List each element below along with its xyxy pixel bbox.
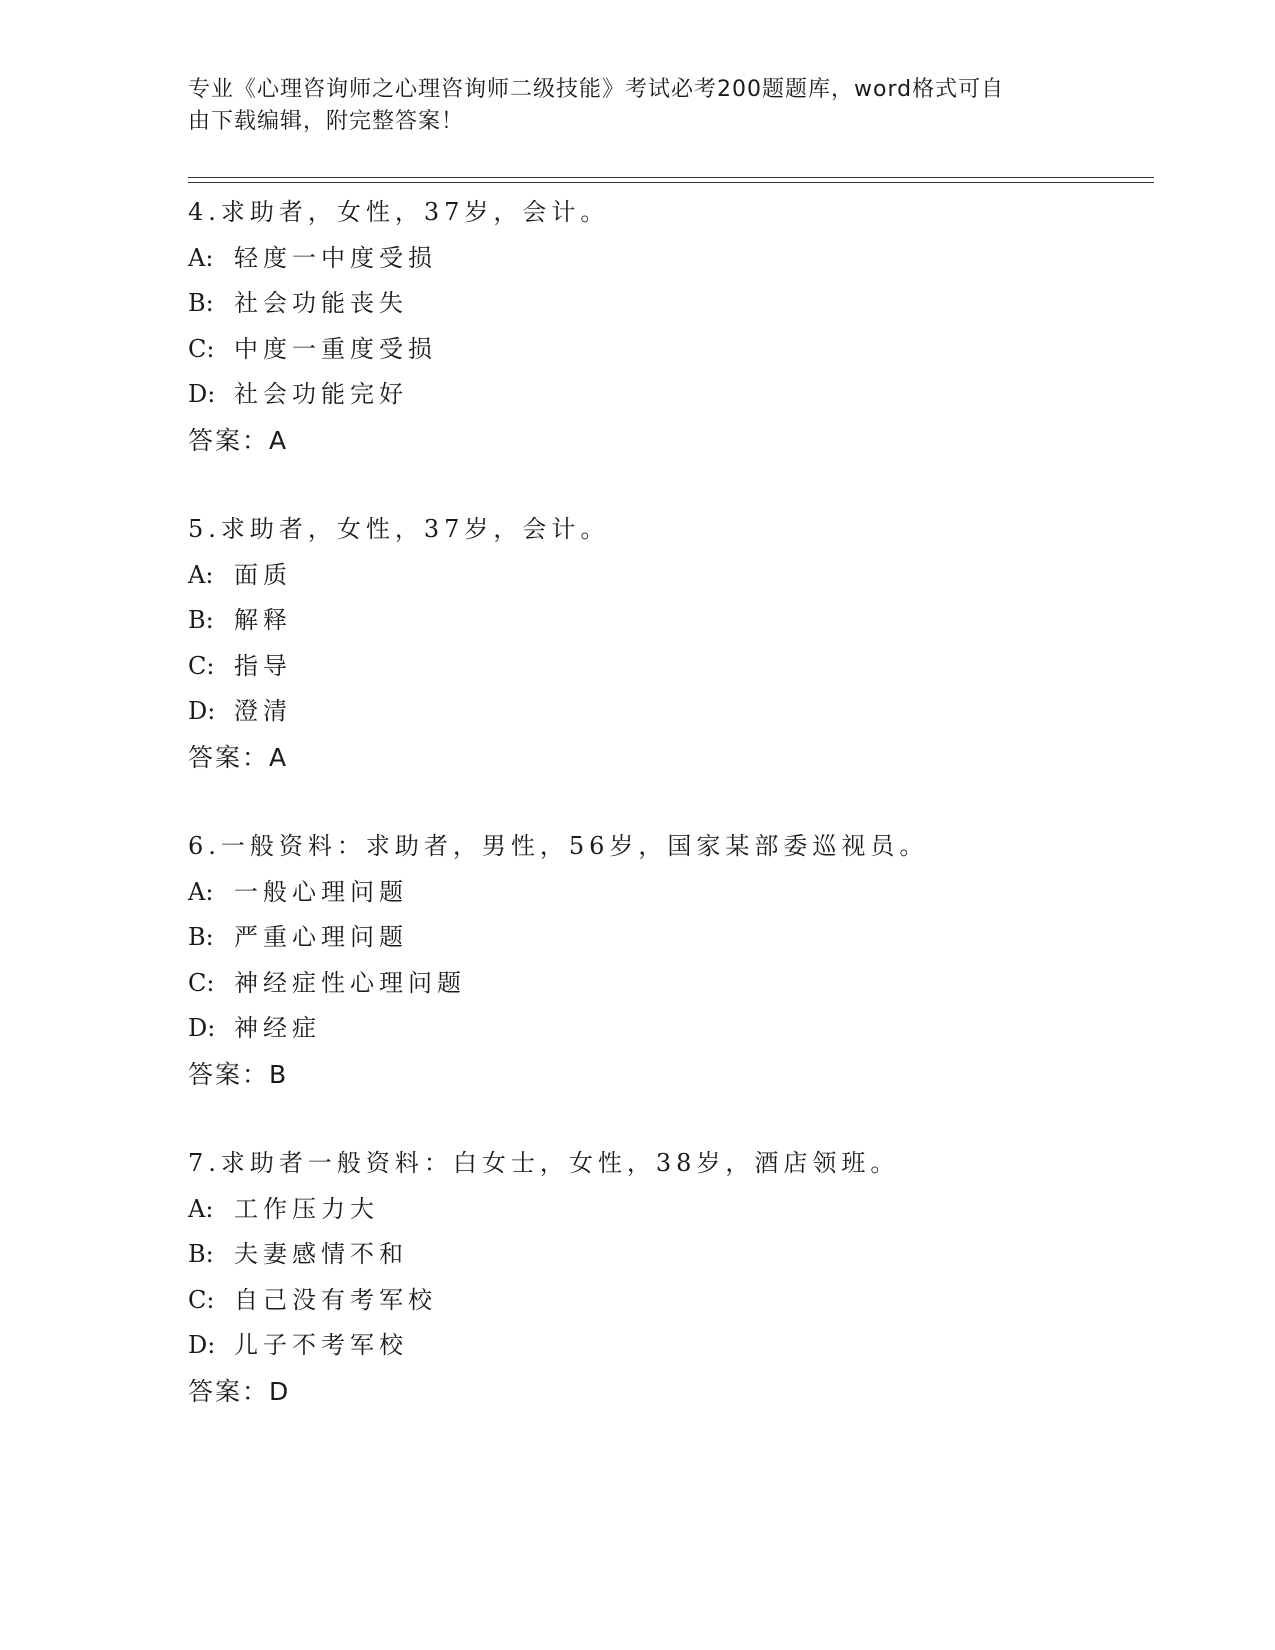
answer-label: 答案：A bbox=[188, 742, 289, 772]
answer-label: 答案：D bbox=[188, 1376, 291, 1406]
option-key: C: bbox=[188, 334, 215, 363]
question-item bbox=[188, 507, 1154, 780]
option-text: 儿子不考军校 bbox=[234, 1331, 408, 1359]
option-b bbox=[188, 598, 1154, 644]
option-key: C: bbox=[188, 968, 215, 997]
option-key: C: bbox=[188, 1285, 215, 1314]
option-text: 澄清 bbox=[234, 697, 292, 725]
option-key: C: bbox=[188, 651, 215, 680]
option-c bbox=[188, 327, 1154, 373]
document-header bbox=[188, 74, 1068, 138]
option-key: B: bbox=[188, 606, 214, 634]
option-a bbox=[188, 1187, 1154, 1233]
option-key: B: bbox=[188, 289, 214, 317]
option-text: 社会功能丧失 bbox=[234, 289, 408, 317]
option-key: B: bbox=[188, 923, 214, 951]
header-divider-bottom bbox=[188, 182, 1154, 183]
question-stem: 6.一般资料：求助者，男性，56岁，国家某部委巡视员。 bbox=[188, 832, 929, 860]
option-a bbox=[188, 553, 1154, 599]
option-key: A: bbox=[188, 243, 214, 272]
answer-label: 答案：A bbox=[188, 425, 289, 455]
option-key: D: bbox=[188, 1331, 216, 1359]
header-divider-top bbox=[188, 177, 1154, 178]
option-key: B: bbox=[188, 1240, 214, 1268]
header-line-1: 专业《心理咨询师之心理咨询师二级技能》考试必考200题题库，word格式可自 bbox=[188, 77, 1005, 102]
option-text: 一般心理问题 bbox=[234, 877, 408, 906]
option-text: 中度一重度受损 bbox=[234, 334, 437, 363]
option-c bbox=[188, 961, 1154, 1007]
option-text: 自己没有考军校 bbox=[234, 1285, 437, 1314]
option-key: D: bbox=[188, 1014, 216, 1042]
question-stem: 4.求助者，女性，37岁，会计。 bbox=[188, 198, 610, 226]
option-text: 面质 bbox=[234, 560, 292, 589]
option-text: 工作压力大 bbox=[234, 1194, 379, 1223]
option-text: 轻度一中度受损 bbox=[234, 243, 437, 272]
question-stem: 5.求助者，女性，37岁，会计。 bbox=[188, 515, 610, 543]
option-key: A: bbox=[188, 560, 214, 589]
question-list bbox=[188, 190, 1154, 1458]
option-d bbox=[188, 372, 1154, 418]
question-item bbox=[188, 190, 1154, 463]
option-d bbox=[188, 1323, 1154, 1369]
option-a bbox=[188, 236, 1154, 282]
question-item bbox=[188, 1141, 1154, 1414]
option-a bbox=[188, 870, 1154, 916]
option-d bbox=[188, 1006, 1154, 1052]
option-key: A: bbox=[188, 877, 214, 906]
question-stem: 7.求助者一般资料：白女士，女性，38岁，酒店领班。 bbox=[188, 1149, 900, 1177]
question-item bbox=[188, 824, 1154, 1097]
option-key: D: bbox=[188, 697, 216, 725]
option-b bbox=[188, 281, 1154, 327]
answer-label: 答案：B bbox=[188, 1059, 289, 1089]
option-text: 神经症性心理问题 bbox=[234, 968, 466, 997]
option-c bbox=[188, 1278, 1154, 1324]
option-c bbox=[188, 644, 1154, 690]
option-text: 指导 bbox=[234, 651, 292, 680]
option-d bbox=[188, 689, 1154, 735]
header-line-2: 由下载编辑，附完整答案！ bbox=[188, 109, 465, 134]
option-b bbox=[188, 915, 1154, 961]
option-key: A: bbox=[188, 1194, 214, 1223]
option-b bbox=[188, 1232, 1154, 1278]
option-text: 社会功能完好 bbox=[234, 380, 408, 408]
option-text: 解释 bbox=[234, 606, 292, 634]
option-text: 严重心理问题 bbox=[234, 923, 408, 951]
option-key: D: bbox=[188, 380, 216, 408]
option-text: 神经症 bbox=[234, 1014, 321, 1042]
option-text: 夫妻感情不和 bbox=[234, 1240, 408, 1268]
